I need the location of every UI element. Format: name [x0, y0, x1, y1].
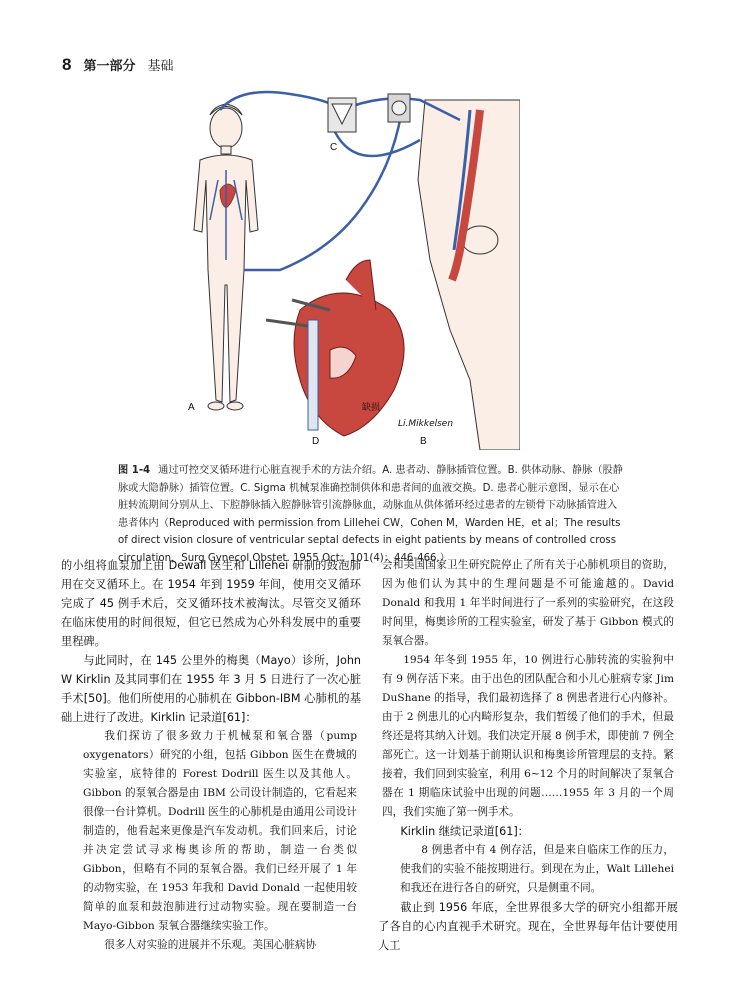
quote-paragraph: 我们探访了很多致力于机械泵和氧合器（pump oxygenators）研究的小组，包括 Gibbon 医生在费城的实验室，底特律的 Forest Dodrill 医生以及其他人。Gibbon 的泵氧合器是由 IBM 公司设计制造的，它看起来很像一台计算机。Dodrill 医生的心肺机是由通用公司设计制造的，他看起来更像是汽车发动机。我们回来后，讨论并决定尝试寻求梅奥诊所的帮助，制造一台类似 Gibbon，但略有不同的泵氧合器。我们已经开展了 1 年的动物实验，在 1953 年我和 David Donald 一起使用较简单的血泵和鼓泡肺进行过动物实验。现在要制造一台 Mayo-Gibbon 泵氧合器继续实验工作。 — [83, 730, 357, 932]
panel-label-c: C — [330, 142, 338, 153]
page-number: 8 — [62, 55, 72, 74]
panel-label-d: D — [312, 436, 320, 447]
panel-label-a: A — [188, 402, 195, 413]
body-paragraph: 截止到 1956 年底，全世界很多大学的研究小组都开展了各自的心内直视手术研究。现在，全世界每年估计要使用人工 — [378, 901, 678, 952]
page-header — [62, 55, 174, 75]
heart-diagram — [266, 260, 404, 436]
body-paragraph: Kirklin 继续记录道[61]： — [400, 825, 529, 838]
figure-label: 图 1-4 — [118, 465, 151, 476]
body-paragraph: 与此同时，在 145 公里外的梅奥（Mayo）诊所，John W Kirklin 及其同事们在 1955 年 3 月 5 日进行了一次心脏手术[50]。他们所使用的心肺机在 Gibbon-IBM 心肺机的基础上进行了改进。Kirklin 记录道[61]： — [61, 654, 361, 724]
quote-paragraph: 会和美国国家卫生研究院停止了所有关于心肺机项目的资助，因为他们认为其中的生理问题是不可能逾越的。David Donald 和我用 1 年半时间进行了一系列的实验研究，在这段时间里，梅奥诊所的工程实验室，研发了基于 Gibbon 模式的泵氧合器。 — [382, 559, 674, 647]
chapter-title: 基础 — [147, 59, 174, 74]
body-paragraph: 的小组将血泵加上由 Dewall 医生和 Lillehei 研制的鼓泡肺用在交叉循环上。在 1954 年到 1959 年间，使用交叉循环完成了 45 例手术后，交叉循环技术被淘汰。尽管交叉循环在临床使用的时间很短，但它已然成为心外科发展中的重要里程碑。 — [61, 559, 361, 648]
figure-caption — [118, 462, 626, 567]
quote-paragraph: 很多人对实验的进展并不乐观。美国心脏病协 — [104, 939, 317, 951]
block-quote — [378, 556, 678, 822]
donor-adult-figure — [418, 100, 520, 450]
right-column — [378, 556, 678, 955]
cross-circulation-illustration — [180, 80, 520, 450]
panel-label-b: B — [420, 436, 427, 447]
block-quote — [378, 841, 678, 898]
quote-paragraph: 1954 年冬到 1955 年，10 例进行心肺转流的实验狗中有 9 例存活下来。由于出色的团队配合和小儿心脏病专家 Jim DuShane 的指导，我们最初选择了 8 例患者进行心内修补。由于 2 例患儿的心内畸形复杂，我们暂缓了他们的手术，但最终还是将其纳入计划。我们决定开展 8 例手术，即使前 7 例全部死亡。这一计划基于前期认识和梅奥诊所管理层的支持。紧接着，我们回到实验室，利用 6~12 个月的时间解决了泵氧合器在 1 期临床试验中出现的问题……1955 年 3 月的一个周四，我们实施了第一例手术。 — [382, 654, 674, 818]
quote-paragraph: 8 例患者中有 4 例存活，但是来自临床工作的压力，使我们的实验不能按期进行。到现在为止，Walt Lillehei 和我还在进行各自的研究，只是侧重不同。 — [400, 844, 674, 894]
caption-text: 通过可控交叉循环进行心脏直视手术的方法介绍。A. 患者动、静脉插管位置。B. 供体动脉、静脉（股静脉或大隐静脉）插管位置。C. Sigma 机械泵准确控制供体和患者间的血液交换。D. 患者心脏示意图，显示在心脏转流期间分别从上、下腔静脉插入腔静脉管引流静脉血，动脉血从供体循环经过患者的左锁骨下动脉插管进入患者体内（Reproduced with permission from Lillehei CW，Cohen M，Warden HE，et al；The results of direct vision closure of ventricular septal defects in eight patients by means of controlled cross circulation，Surg Gynecol Obstet. 1955 Oct；101(4)：446-466.） — [118, 465, 623, 564]
left-column — [61, 556, 361, 955]
defect-label: 缺损 — [362, 403, 381, 413]
part-title: 第一部分 — [83, 59, 136, 74]
artist-signature: Li.Mikkelsen — [398, 419, 454, 429]
block-quote — [61, 727, 361, 955]
